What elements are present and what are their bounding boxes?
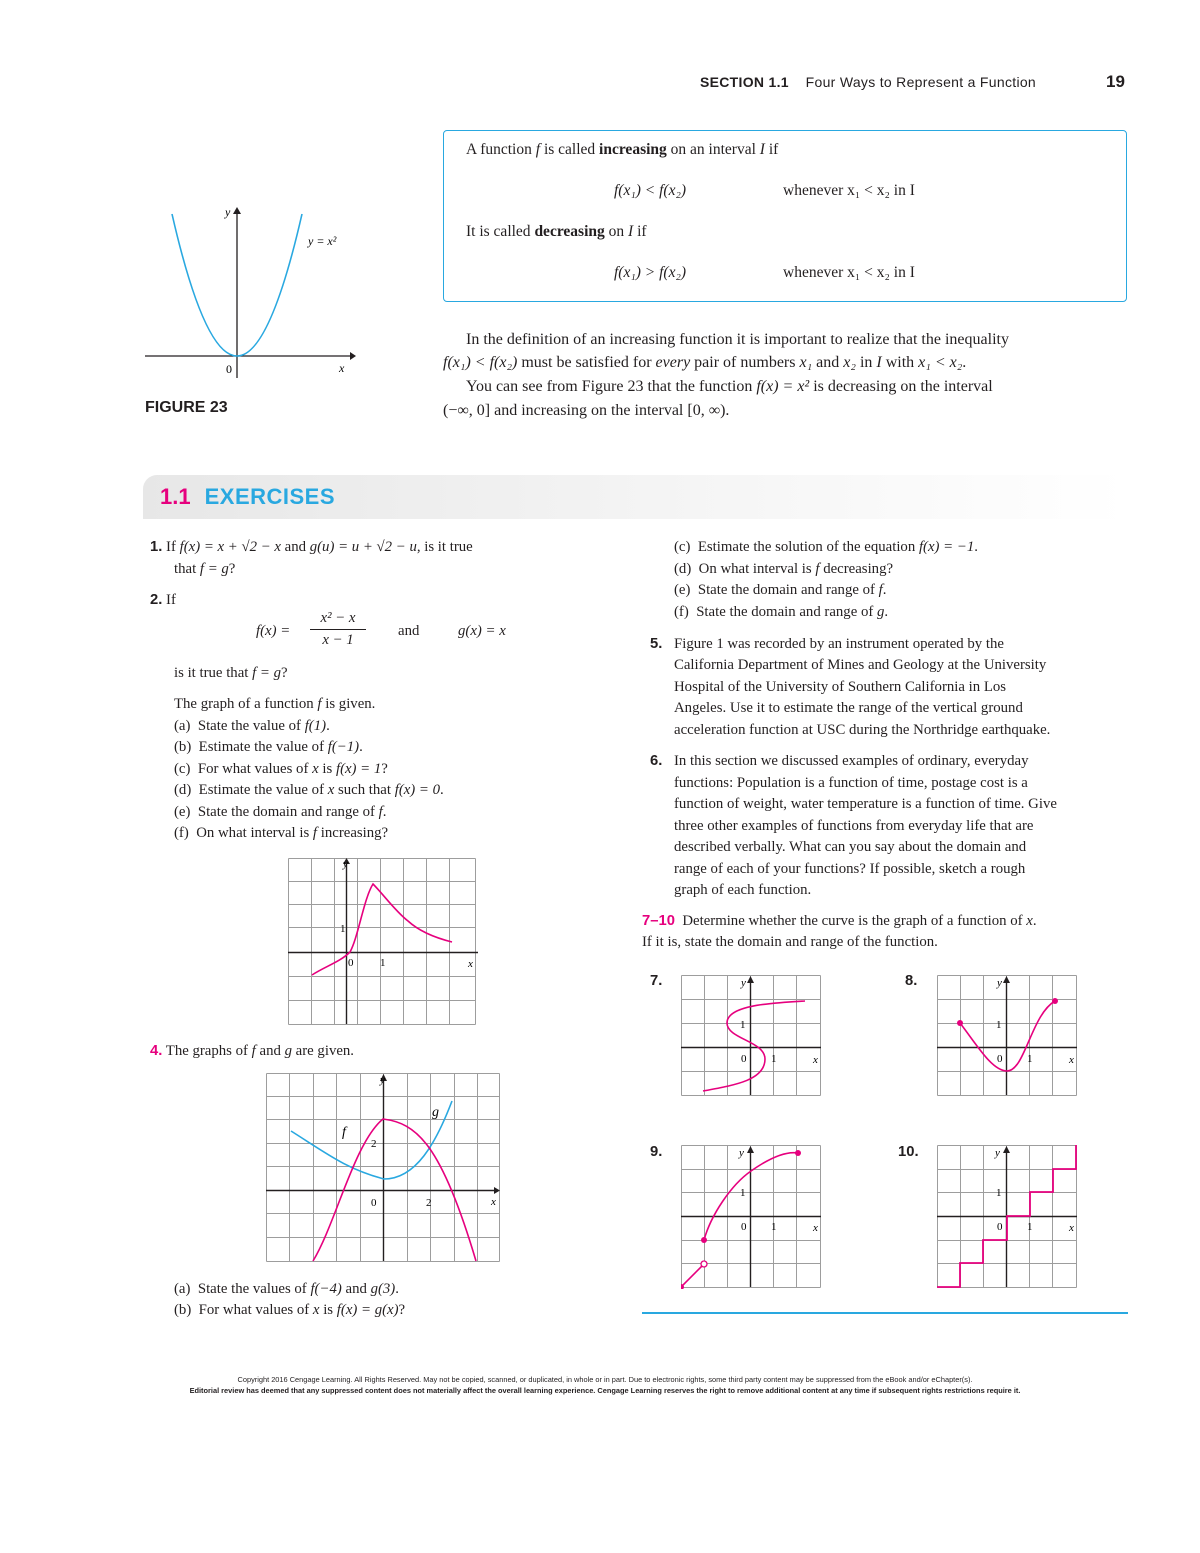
exercise-4-part-a: (a) State the values of f(−4) and g(3). xyxy=(174,1281,399,1297)
curve-label: y = x² xyxy=(308,234,337,248)
exercise-4-graph xyxy=(266,1073,502,1263)
tick-label-y-1: 1 xyxy=(996,1019,1002,1031)
exercise-2-intro: 2. If xyxy=(150,592,176,608)
tick-label-x-1: 1 xyxy=(771,1221,777,1233)
y-axis-arrow-icon xyxy=(1003,976,1010,983)
exercise-6-line-4: three other examples of functions from everyday life that are xyxy=(674,818,1034,834)
open-point xyxy=(701,1261,707,1267)
exercises-heading xyxy=(160,484,335,510)
y-axis-label: y xyxy=(343,858,348,870)
endpoint xyxy=(957,1020,963,1026)
exercise-3-part-e: (e) State the domain and range of f. xyxy=(174,804,387,820)
x-axis-label: x xyxy=(339,361,345,375)
definition-line-2: It is called decreasing on I if xyxy=(466,223,647,240)
endpoint xyxy=(795,1150,801,1156)
exercise-2-f-lhs: f(x) = xyxy=(256,623,291,639)
tick-label-y-1: 1 xyxy=(740,1187,746,1199)
exercise-3-part-b: (b) Estimate the value of f(−1). xyxy=(174,739,363,755)
exercise-1-line-1: 1. If f(x) = x + √2 − x and g(u) = u + √2 − u, is it true xyxy=(150,539,473,555)
exercise-6-line-1: In this section we discussed examples of ordinary, everyday xyxy=(674,753,1029,769)
exercise-6-number: 6. xyxy=(650,753,663,769)
origin-label: 0 xyxy=(741,1221,747,1233)
body-paragraph-1b: f(x₁) < f(x₂) must be satisfied for every pair of numbers x₁ and x₂ in I with x₁ < x₂. xyxy=(443,354,967,371)
exercise-8-graph xyxy=(937,975,1081,1097)
exercise-5-line-4: Angeles. Use it to estimate the range of the vertical ground xyxy=(674,700,1023,716)
curve xyxy=(960,1001,1055,1071)
tick-label-y-2: 2 xyxy=(371,1138,377,1150)
endpoint xyxy=(1052,998,1058,1004)
exercise-5-line-1: Figure 1 was recorded by an instrument operated by the xyxy=(674,636,1004,652)
condition-increasing: whenever x₁ < x₂ in I xyxy=(783,182,915,199)
exercise-3-part-d: (d) Estimate the value of x such that f(x) = 0. xyxy=(174,782,444,798)
x-axis-label: x xyxy=(1069,1222,1074,1234)
y-axis-label: y xyxy=(225,205,231,219)
origin-label: 0 xyxy=(997,1053,1003,1065)
y-axis-label: y xyxy=(380,1074,385,1086)
endpoint xyxy=(701,1237,707,1243)
exercise-2-g: g(x) = x xyxy=(458,623,506,639)
x-axis-label: x xyxy=(813,1222,818,1234)
section-title: Four Ways to Represent a Function xyxy=(805,74,1037,90)
x-axis-label: x xyxy=(491,1196,496,1208)
exercises-title: EXERCISES xyxy=(204,484,336,509)
x-axis-label: x xyxy=(468,958,473,970)
exercise-2-f-denominator: x − 1 xyxy=(322,632,354,648)
y-axis-arrow-icon xyxy=(747,976,754,983)
exercise-6-line-2: functions: Population is a function of time, postage cost is a xyxy=(674,775,1028,791)
exercise-2-f-numerator: x² − x xyxy=(320,610,356,626)
curve-g-label: g xyxy=(432,1105,439,1120)
y-axis-label: y xyxy=(739,1147,744,1159)
exercise-4-part-e: (e) State the domain and range of f. xyxy=(674,582,887,598)
exercise-9-graph xyxy=(681,1145,825,1289)
exercise-4-part-d: (d) On what interval is f decreasing? xyxy=(674,561,894,577)
tick-label-x-1: 1 xyxy=(380,957,386,969)
exercise-7-10-line-1: 7–10 Determine whether the curve is the graph of a function of x. xyxy=(642,913,1037,929)
exercise-3-part-f: (f) On what interval is f increasing? xyxy=(174,825,389,841)
exercise-5-line-3: Hospital of the University of Southern California in Los xyxy=(674,679,1007,695)
exercise-6-line-3: function of weight, water temperature is a function of time. Give xyxy=(674,796,1057,812)
tick-label-x-2: 2 xyxy=(426,1197,432,1209)
exercise-3-part-c: (c) For what values of x is f(x) = 1? xyxy=(174,761,388,777)
exercise-8-number: 8. xyxy=(905,973,918,989)
segment xyxy=(681,1264,704,1287)
origin-label: 0 xyxy=(997,1221,1003,1233)
section-label: SECTION 1.1 xyxy=(700,74,789,90)
exercise-3-intro: The graph of a function f is given. xyxy=(174,696,376,712)
inequality-increasing: f(x₁) < f(x₂) xyxy=(614,182,687,199)
condition-decreasing: whenever x₁ < x₂ in I xyxy=(783,264,915,281)
exercise-6-line-7: graph of each function. xyxy=(674,882,812,898)
exercise-1-line-2: that f = g? xyxy=(174,561,236,577)
exercise-6-line-5: described verbally. What can you say about the domain and xyxy=(674,839,1027,855)
tick-label-x-1: 1 xyxy=(1027,1053,1033,1065)
figure-caption: FIGURE 23 xyxy=(145,399,228,416)
figure-23-graph xyxy=(140,200,360,385)
origin-label: 0 xyxy=(348,957,354,969)
exercise-10-number: 10. xyxy=(898,1144,919,1160)
exercise-2-question: is it true that f = g? xyxy=(174,665,288,681)
origin-label: 0 xyxy=(741,1053,747,1065)
exercise-2-and: and xyxy=(398,623,420,639)
definition-line-1: A function f is called increasing on an interval I if xyxy=(466,141,779,158)
y-axis-label: y xyxy=(997,977,1002,989)
y-axis-label: y xyxy=(995,1147,1000,1159)
exercise-4-intro: 4. The graphs of f and g are given. xyxy=(150,1043,355,1059)
origin-label: 0 xyxy=(371,1197,377,1209)
exercise-5-number: 5. xyxy=(650,636,663,652)
inequality-decreasing: f(x₁) > f(x₂) xyxy=(614,264,687,281)
running-header xyxy=(700,74,1036,90)
exercise-6-line-6: range of each of your functions? If possible, sketch a rough xyxy=(674,861,1026,877)
exercise-5-line-5: acceleration function at USC during the Northridge earthquake. xyxy=(674,722,1051,738)
exercise-7-number: 7. xyxy=(650,973,663,989)
footer-rule xyxy=(642,1312,1128,1314)
exercise-3-graph xyxy=(288,858,480,1025)
exercise-3-part-a: (a) State the value of f(1). xyxy=(174,718,330,734)
exercise-7-graph xyxy=(681,975,825,1097)
exercise-7-10-line-2: If it is, state the domain and range of the function. xyxy=(642,934,938,950)
exercise-4-part-f: (f) State the domain and range of g. xyxy=(674,604,889,620)
exercise-5-line-2: California Department of Mines and Geology at the University xyxy=(674,657,1047,673)
exercises-number: 1.1 xyxy=(160,484,191,509)
x-axis-arrow-icon xyxy=(350,352,356,360)
tick-label-y-1: 1 xyxy=(996,1187,1002,1199)
tick-label-y-1: 1 xyxy=(740,1019,746,1031)
y-axis-arrow-icon xyxy=(1003,1146,1010,1153)
origin-label: 0 xyxy=(226,362,232,376)
body-paragraph-1a: In the definition of an increasing function it is important to realize that the inequality xyxy=(466,331,1009,348)
tick-label-x-1: 1 xyxy=(1027,1221,1033,1233)
tick-label-x-1: 1 xyxy=(771,1053,777,1065)
body-paragraph-2a: You can see from Figure 23 that the function f(x) = x² is decreasing on the interval xyxy=(466,378,993,395)
y-axis-arrow-icon xyxy=(233,207,241,214)
exercise-4-part-c: (c) Estimate the solution of the equation f(x) = −1. xyxy=(674,539,978,555)
x-axis-label: x xyxy=(813,1054,818,1066)
tick-label-y-1: 1 xyxy=(340,923,346,935)
y-axis-arrow-icon xyxy=(747,1146,754,1153)
copyright-line-1: Copyright 2016 Cengage Learning. All Rights Reserved. May not be copied, scanned, or duplicated, in whole or in part. Due to electronic rights, some third party content may be suppressed from the eBook and/or eChapter(s). xyxy=(237,1375,973,1384)
exercise-10-graph xyxy=(937,1145,1081,1289)
body-paragraph-2b: (−∞, 0] and increasing on the interval [0, ∞). xyxy=(443,402,730,419)
page-number: 19 xyxy=(1106,72,1125,91)
curve xyxy=(703,1001,805,1091)
curve-f-label: f xyxy=(342,1125,346,1140)
exercise-4-part-b: (b) For what values of x is f(x) = g(x)? xyxy=(174,1302,406,1318)
y-axis-label: y xyxy=(741,977,746,989)
exercise-9-number: 9. xyxy=(650,1144,663,1160)
copyright-line-2: Editorial review has deemed that any suppressed content does not materially affect the overall learning experience. Cengage Learning reserves the right to remove additional content at any time if subsequent rights restrictions require it. xyxy=(189,1386,1021,1395)
x-axis-label: x xyxy=(1069,1054,1074,1066)
